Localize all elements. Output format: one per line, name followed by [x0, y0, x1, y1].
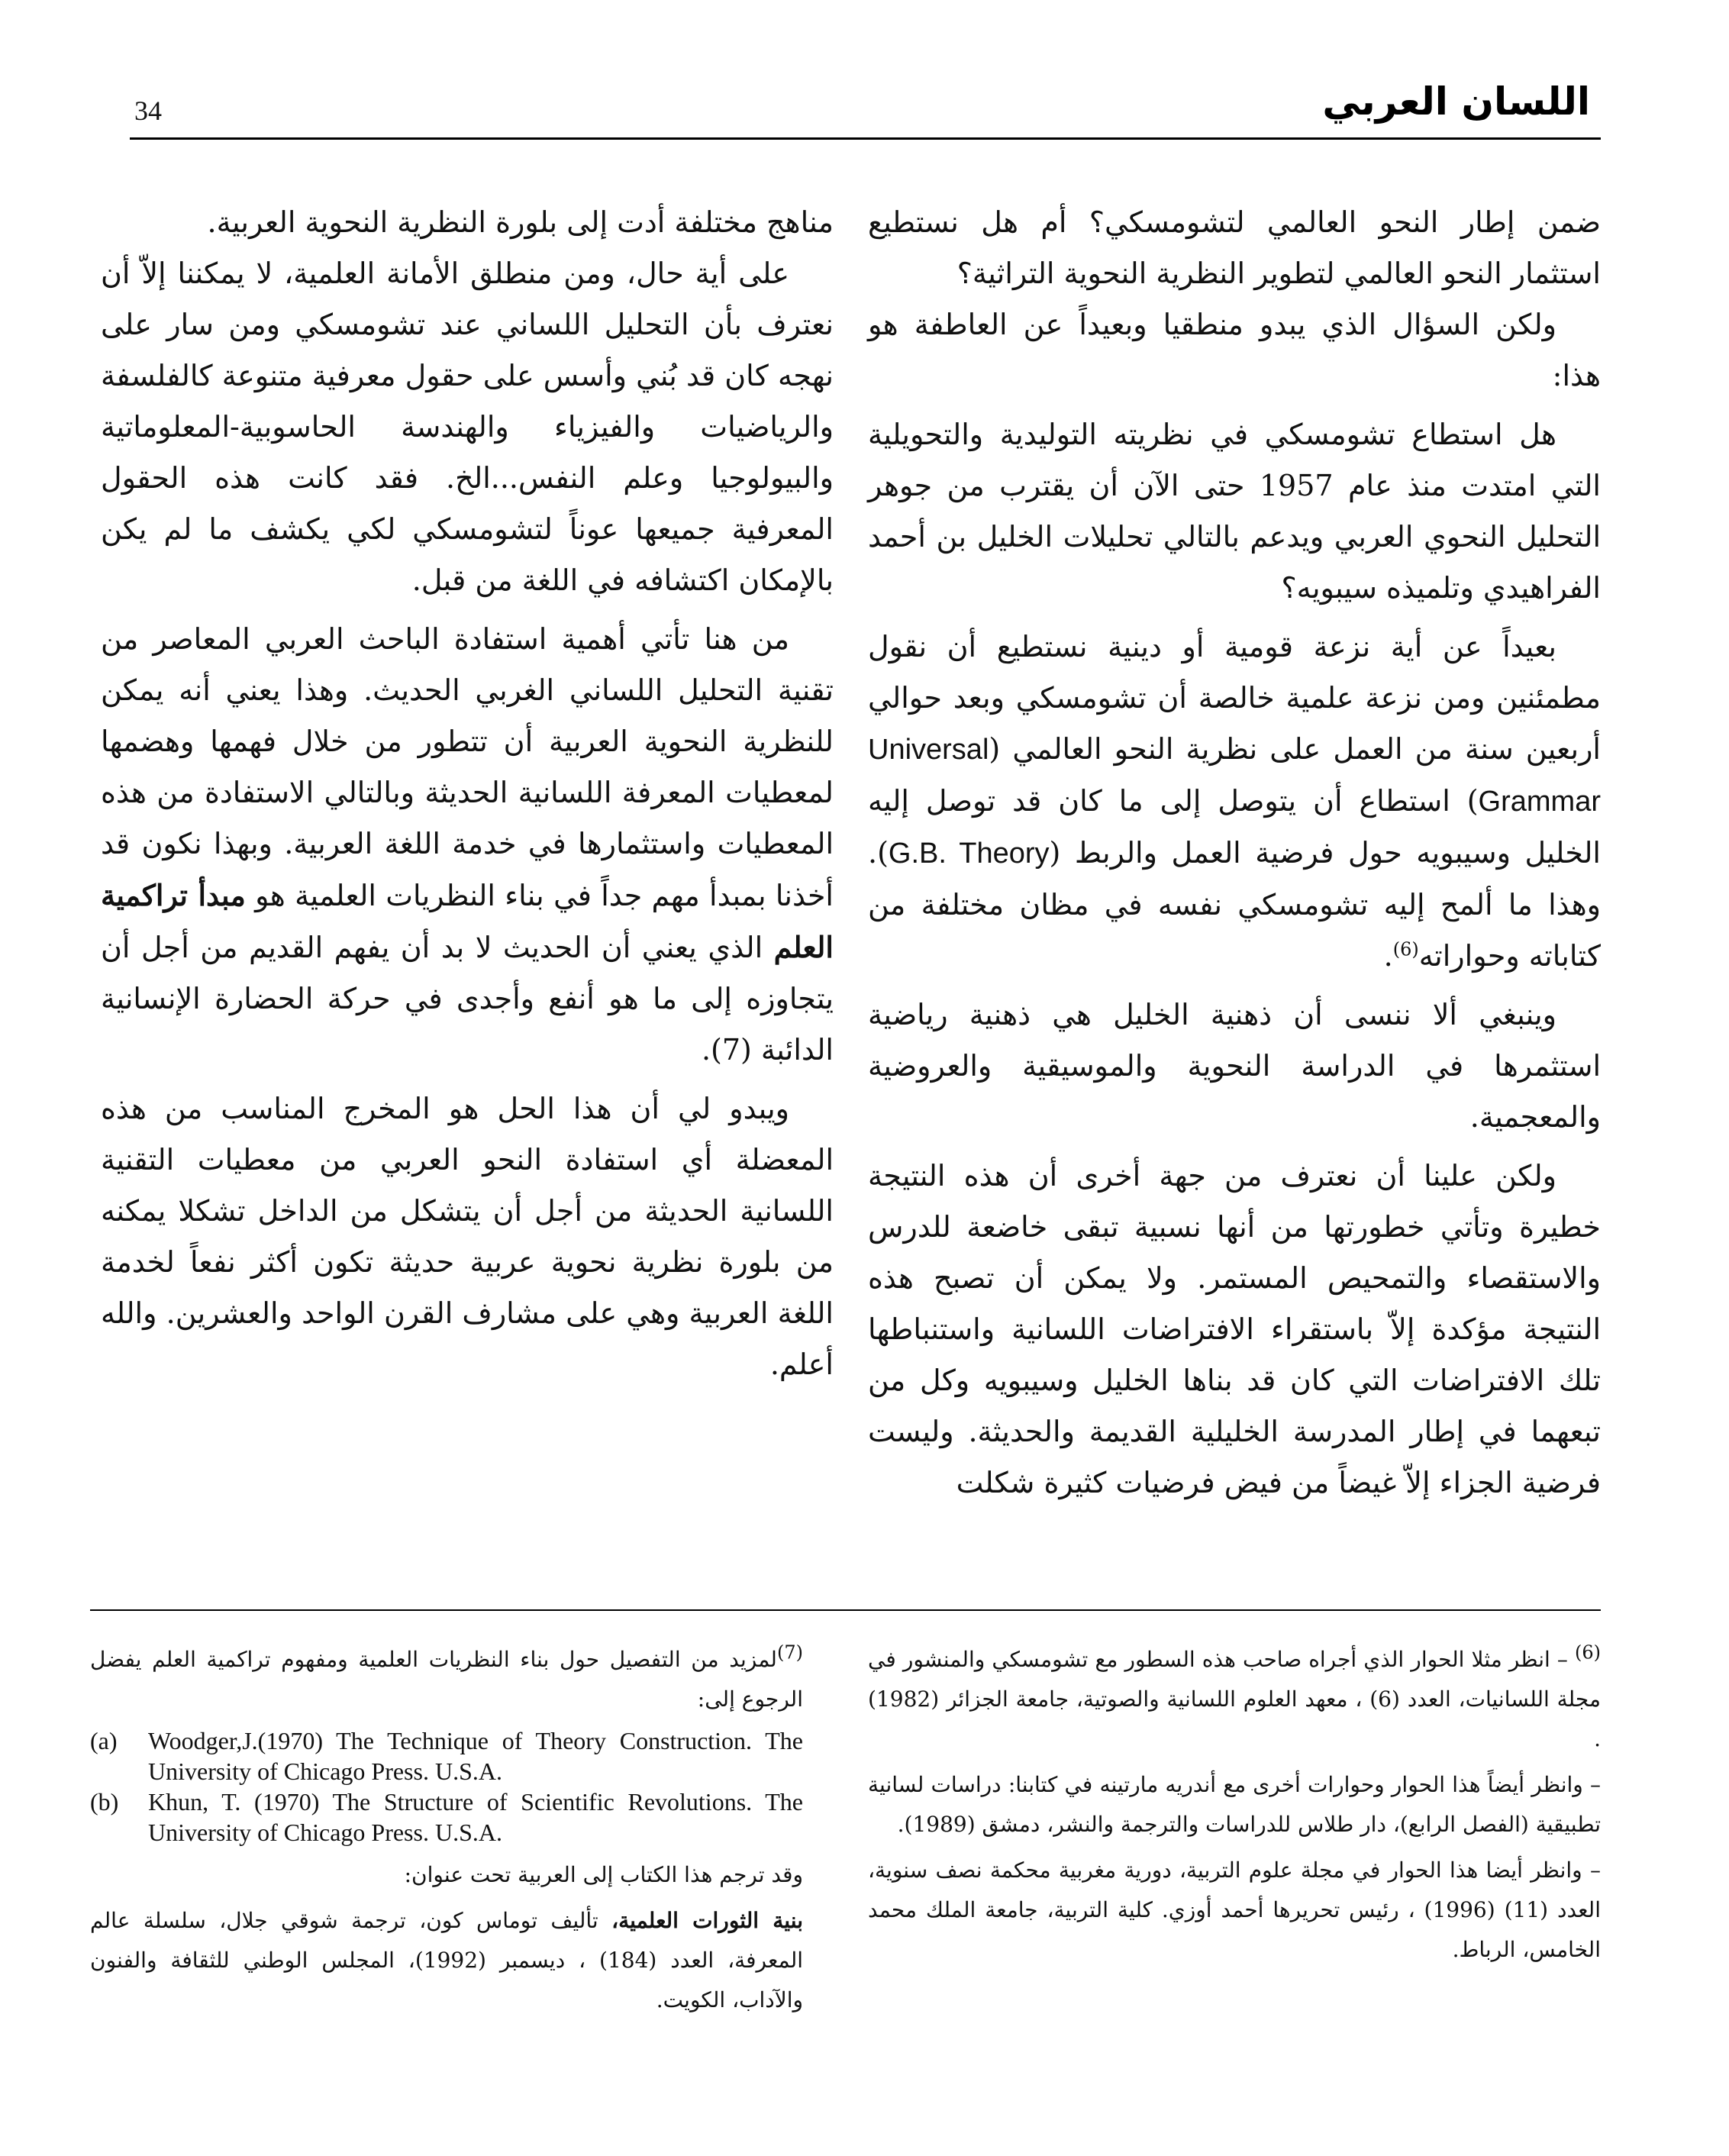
- header-rule: [130, 137, 1601, 140]
- reference-tag: (b): [90, 1788, 119, 1815]
- right-column: [868, 197, 1601, 1509]
- footnote-paragraph: – وانظر أيضا هذا الحوار في مجلة علوم التربية، دورية مغربية محكمة نصف سنوية، العدد (11) (1996) ، رئيس تحريرها أحمد أوزي. كلية التربية، جامعة الملك محمد الخامس، الرباط.: [868, 1857, 1601, 1962]
- text-run: بعيداً عن أية نزعة قومية أو دينية نستطيع أن نقول مطمئنين ومن نزعة علمية خالصة أن تشومسكي وبعد حوالي أربعين سنة من العمل على نظرية النحو العالمي (: [868, 630, 1601, 766]
- text-run: – انظر مثلا الحوار الذي أجراه صاحب هذه السطور مع تشومسكي والمنشور في مجلة اللسانيات، العدد (6) ، معهد العلوم اللسانية والصوتية، جامعة الجزائر (1982) .: [868, 1647, 1601, 1751]
- paragraph: على أية حال، ومن منطلق الأمانة العلمية، لا يمكننا إلاّ أن نعترف بأن التحليل اللساني عند تشومسكي ومن سار على نهجه كان قد بُني وأسس على حقول معرفية متنوعة كالفلسفة والرياضيات والفيزياء والهندسة الحاسوبية-المعلوماتية والبيولوجيا وعلم النفس...الخ. فقد كانت هذه الحقول المعرفية جميعها عوناً لتشومسكي لكي يكشف ما لم يكن بالإمكان اكتشافه في اللغة من قبل.: [101, 257, 834, 597]
- text-run: لمزيد من التفصيل حول بناء النظريات العلمية ومفهوم تراكمية العلم يفضل الرجوع إلى:: [90, 1647, 803, 1712]
- paragraph: وينبغي ألا ننسى أن ذهنية الخليل هي ذهنية رياضية استثمرها في الدراسة النحوية والموسيقية والعروضية والمعجمية.: [868, 998, 1601, 1134]
- paragraph: [101, 614, 834, 1076]
- latin-term: G.B. Theory: [888, 838, 1050, 870]
- footnote-paragraph: [868, 1640, 1601, 1759]
- paragraph: ولكن علينا أن نعترف من جهة أخرى أن هذه النتيجة خطيرة وتأتي خطورتها من أنها نسبية تبقى خاضعة للدرس والاستقصاء والتمحيص المستمر. ولا يمكن أن تصبح هذه النتيجة مؤكدة إلاّ باستقراء الافتراضات اللسانية واستنباطها تلك الافتراضات التي كان قد بناها الخليل وسيبويه وكل من تبعهما في إطار المدرسة الخليلية القديمة والحديثة. وليست فرضية الجزاء إلاّ غيضاً من فيض فرضيات كثيرة شكلت: [868, 1159, 1602, 1499]
- reference-list: [90, 1725, 803, 1848]
- text-run: الذي يعني أن الحديث لا بد أن يفهم القديم من أجل أن يتجاوزه إلى ما هو أنفع وأجدى في حركة الحضارة الإنسانية الدائبة (7).: [101, 931, 834, 1067]
- text-run: من هنا تأتي أهمية استفادة الباحث العربي المعاصر من تقنية التحليل اللساني الغربي الحديث. وهذا يعني أنه يمكن للنظرية النحوية العربية أن تتطور من خلال فهمها وهضمها لمعطيات المعرفة اللسانية الحديثة وبالتالي الاستفادة من هذه المعطيات واستثمارها في خدمة اللغة العربية. وبهذا نكون قد أخذنا بمبدأ مهم جداً في بناء النظريات العلمية هو: [101, 622, 834, 912]
- book-title: بنية الثورات العلمية،: [611, 1908, 804, 1933]
- reference-text: Woodger,J.(1970) The Technique of Theory Construction. The University of Chicago Press. U.S.A.: [148, 1727, 803, 1785]
- latin-term: Universal Grammar: [868, 734, 1601, 818]
- footnote-rule: [90, 1609, 1601, 1611]
- footnote-number: (6): [1574, 1641, 1601, 1664]
- text-run: ) استطاع أن يتوصل إلى ما كان قد توصل إليه الخليل وسيبويه حول فرضية العمل والربط (: [868, 784, 1601, 870]
- footnote-7: [90, 1640, 803, 2026]
- paragraph: مناهج مختلفة أدت إلى بلورة النظرية النحوية العربية.: [207, 205, 834, 239]
- paragraph: بعيداً عن أية نزعة قومية أو دينية نستطيع أن نقول مطمئنين ومن نزعة علمية خالصة أن تشومسكي وبعد حوالي أربعين سنة من العمل على نظرية النحو العالمي (Universal Grammar) استطاع أن يتوصل إلى ما كان قد توصل إليه الخليل وسيبويه حول فرضية العمل والربط (G.B. Theory). وهذا ما ألمح إليه تشومسكي نفسه في مظان مختلفة من كتاباته وحواراته$^{(6)}$.: [868, 630, 1601, 973]
- left-column: [101, 197, 834, 1390]
- footnote-paragraph: – وانظر أيضاً هذا الحوار وحوارات أخرى مع أندريه مارتينه في كتابنا: دراسات لسانية تطبيقية (الفصل الرابع)، دار طلاس للدراسات والترجمة والنشر، دمشق (1989).: [868, 1772, 1601, 1837]
- text-run: ). وهذا ما ألمح إليه تشومسكي نفسه في مظان مختلفة من كتاباته وحواراته: [868, 836, 1601, 973]
- reference-tag: (a): [90, 1727, 118, 1754]
- journal-title: اللسان العربي: [1322, 79, 1590, 124]
- text-run: تأليف توماس كون، ترجمة شوقي جلال، سلسلة عالم المعرفة، العدد (184) ، ديسمبر (1992)، المجلس الوطني للثقافة والفنون والآداب، الكويت.: [90, 1908, 804, 2012]
- paragraph: هل استطاع تشومسكي في نظريته التوليدية والتحويلية التي امتدت منذ عام 1957 حتى الآن أن يقترب من جوهر التحليل النحوي العربي ويدعم بالتالي تحليلات الخليل بن أحمد الفراهيدي وتلميذه سيبويه؟: [868, 418, 1601, 605]
- reference-text: Khun, T. (1970) The Structure of Scientific Revolutions. The University of Chicago Press. U.S.A.: [148, 1788, 803, 1846]
- reference-item: [90, 1786, 803, 1848]
- bold-term: مبدأ تراكمية العلم: [101, 878, 834, 964]
- paragraph: ولكن السؤال الذي يبدو منطقيا وبعيداً عن العاطفة هو هذا:: [868, 308, 1601, 392]
- footnote-6: [868, 1640, 1601, 1976]
- footnote-paragraph: [90, 1640, 803, 1719]
- footnote-paragraph: وقد ترجم هذا الكتاب إلى العربية تحت عنوان:: [404, 1862, 803, 1887]
- reference-item: [90, 1725, 803, 1786]
- page-number: 34: [134, 95, 162, 126]
- footnote-number: (7): [776, 1641, 803, 1664]
- footnote-paragraph: [90, 1901, 803, 2020]
- paragraph: ويبدو لي أن هذا الحل هو المخرج المناسب من هذه المعضلة أي استفادة النحو العربي من معطيات التقنية اللسانية الحديثة من أجل أن يتشكل من الداخل تشكلا يمكنه من بلورة نظرية نحوية عربية حديثة تكون أكثر نفعاً لخدمة اللغة العربية وهي على مشارف القرن الواحد والعشرين. والله أعلم.: [101, 1092, 834, 1381]
- footnote-ref: (6): [1392, 938, 1419, 960]
- paragraph: ضمن إطار النحو العالمي لتشومسكي؟ أم هل نستطيع استثمار النحو العالمي لتطوير النظرية النحوية التراثية؟: [868, 205, 1601, 290]
